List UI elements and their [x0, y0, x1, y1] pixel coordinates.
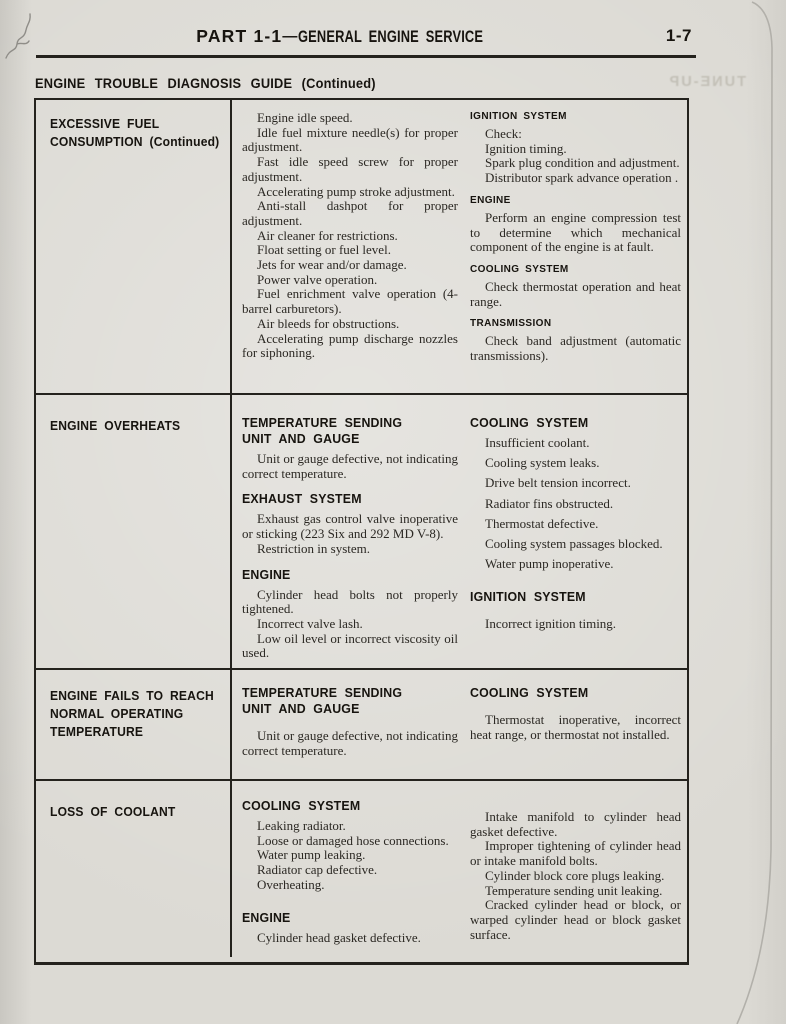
cause-item: Spark plug condition and adjustment.	[485, 155, 680, 171]
causes-right-column	[470, 685, 681, 779]
section-heading: TEMPERATURE SENDING UNIT AND GAUGE	[242, 415, 403, 446]
cause-item: Thermostat defective.	[485, 515, 599, 531]
table-row	[36, 100, 687, 395]
cause-item: Float setting or fuel level.	[257, 242, 391, 258]
header-rule	[36, 55, 696, 58]
cause-item: Unit or gauge defective, not indicating correct temperature.	[242, 728, 458, 758]
section-heading: ENGINE	[470, 194, 511, 206]
section-heading: COOLING SYSTEM	[470, 415, 589, 430]
causes-cell	[232, 781, 687, 957]
causes-cell	[232, 395, 687, 668]
cause-item: Exhaust gas control valve inoperative or sticking (223 Six and 292 MD V-8).	[242, 511, 458, 542]
section-heading: IGNITION SYSTEM	[470, 588, 586, 604]
section-heading: COOLING SYSTEM	[470, 685, 589, 700]
cause-item: Insufficient coolant.	[485, 435, 590, 450]
cause-item: Cracked cylinder head or block, or warped cylinder head or block gasket surface.	[470, 897, 681, 942]
section-title: GENERAL ENGINE SERVICE	[298, 28, 484, 46]
cause-item: Drive belt tension incorrect.	[485, 475, 631, 491]
cause-item: Power valve operation.	[257, 271, 378, 287]
cause-item: Cooling system leaks.	[485, 455, 600, 471]
causes-right-column	[470, 415, 681, 668]
section-heading: EXHAUST SYSTEM	[242, 491, 362, 507]
causes-right-column	[470, 111, 681, 393]
symptom-cell	[36, 781, 232, 957]
cause-item: Engine idle speed.	[257, 110, 353, 125]
cause-item: Radiator fins obstructed.	[485, 495, 614, 511]
cause-item: Water pump leaking.	[257, 847, 366, 863]
section-heading: ENGINE	[242, 909, 291, 925]
cause-item: Check band adjustment (automatic transmissions).	[470, 333, 681, 364]
section-heading: TEMPERATURE SENDING UNIT AND GAUGE	[242, 685, 403, 716]
cause-item: Anti-stall dashpot for proper adjustment.	[242, 198, 458, 228]
symptom-label: LOSS OF COOLANT	[50, 804, 176, 819]
cause-item: Unit or gauge defective, not indicating correct temperature.	[242, 451, 458, 481]
diagnosis-table	[34, 98, 689, 965]
cause-item: Ignition timing.	[485, 140, 567, 156]
section-heading: COOLING SYSTEM	[470, 263, 569, 275]
cause-item: Improper tightening of cylinder head or intake manifold bolts.	[470, 838, 681, 869]
cause-item: Overheating.	[257, 876, 325, 892]
causes-middle-column	[242, 111, 458, 393]
cause-item: Incorrect ignition timing.	[485, 615, 617, 631]
section-heading: IGNITION SYSTEM	[470, 111, 567, 122]
cause-item: Accelerating pump discharge nozzles for siphoning.	[242, 330, 458, 361]
cause-item: Idle fuel mixture needle(s) for proper adjustment.	[242, 124, 458, 155]
symptom-label: ENGINE FAILS TO REACH NORMAL OPERATING TEMPERATURE	[50, 688, 214, 739]
section-heading: COOLING SYSTEM	[242, 798, 361, 813]
symptom-cell	[36, 100, 232, 393]
cause-item: Leaking radiator.	[257, 818, 346, 833]
symptom-label: EXCESSIVE FUEL CONSUMPTION (Continued)	[50, 116, 220, 149]
table-row	[36, 670, 687, 781]
cause-item: Loose or damaged hose connections.	[257, 832, 449, 848]
page-edge-line	[737, 2, 772, 1024]
cause-item: Intake manifold to cylinder head gasket defective.	[470, 809, 681, 839]
section-heading: TRANSMISSION	[470, 318, 552, 330]
cause-item: Restriction in system.	[257, 540, 371, 556]
cause-item: Accelerating pump stroke adjustment.	[257, 183, 455, 199]
cause-item: Cylinder head bolts not properly tightened.	[242, 586, 458, 617]
cause-item: Fast idle speed screw for proper adjustment.	[242, 154, 458, 184]
cause-item: Jets for wear and/or damage.	[257, 257, 407, 273]
symptom-cell	[36, 670, 232, 779]
cause-item: Air cleaner for restrictions.	[257, 227, 398, 243]
page-header	[36, 26, 696, 47]
cause-item: Air bleeds for obstructions.	[257, 315, 400, 331]
cause-item: Incorrect valve lash.	[257, 615, 363, 631]
cause-item: Temperature sending unit leaking.	[485, 882, 663, 898]
section-heading: ENGINE	[242, 566, 291, 582]
table-row	[36, 781, 687, 957]
cause-item: Perform an engine compression test to determine which mechanical component of the engine is at fault.	[470, 209, 681, 255]
table-row	[36, 395, 687, 670]
guide-title: ENGINE TROUBLE DIAGNOSIS GUIDE (Continued)	[35, 76, 376, 91]
cause-item: Fuel enrichment valve operation (4-barrel carburetors).	[242, 286, 458, 317]
cause-item: Check:	[485, 126, 522, 141]
symptom-label: ENGINE OVERHEATS	[50, 418, 181, 433]
cause-item: Cylinder head gasket defective.	[257, 929, 421, 945]
cause-item: Distributor spark advance operation .	[485, 170, 679, 186]
ghost-bleed-text: TUNE-UP	[667, 74, 746, 90]
causes-middle-column	[242, 415, 458, 668]
scratch-mark	[6, 14, 30, 58]
cause-item: Water pump inoperative.	[485, 556, 614, 572]
cause-item: Thermostat inoperative, incorrect heat range, or thermostat not installed.	[470, 712, 681, 742]
causes-right-column	[470, 798, 681, 957]
page-number: 1-7	[665, 26, 692, 45]
symptom-cell	[36, 395, 232, 668]
causes-cell	[232, 100, 687, 393]
causes-middle-column	[242, 798, 458, 957]
cause-item: Radiator cap defective.	[257, 862, 378, 878]
cause-item: Low oil level or incorrect viscosity oil used.	[242, 630, 458, 661]
cause-item: Cooling system passages blocked.	[485, 536, 663, 552]
causes-cell	[232, 670, 687, 779]
cause-item: Check thermostat operation and heat range.	[470, 278, 681, 309]
header-dash: —	[282, 28, 298, 45]
cause-item: Cylinder block core plugs leaking.	[485, 867, 665, 883]
causes-middle-column	[242, 685, 458, 779]
part-label: PART 1-1	[196, 26, 283, 46]
